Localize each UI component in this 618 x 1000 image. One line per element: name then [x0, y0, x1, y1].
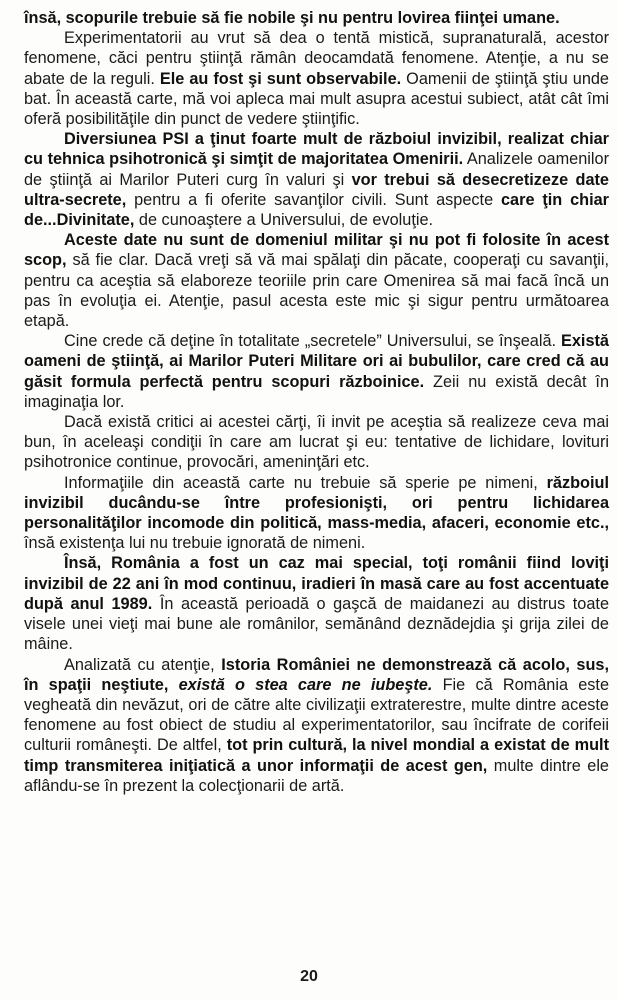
text-run: Analizată cu atenţie, [64, 655, 222, 674]
text-run: pentru a fi oferite savanţilor civili. Sunt aspecte [126, 190, 501, 209]
paragraph [24, 412, 609, 473]
bold-text: însă, scopurile trebuie să fie nobile şi nu pentru lovirea fiinţei umane. [24, 9, 560, 27]
text-run: Experimentatorii au vrut să dea o tentă mistică, supranaturală, acestor fenomene, căci pentru ştiinţă rămân deocamdată fenomene. Atenţie, a nu se abate de la reguli. [24, 29, 609, 88]
text-run: Fie că România este vegheată din nevăzut, ori de către alte civilizaţii extraterestre, multe dintre aceste fenomene au fost obiect de studiu al experimentatorilor, sau încifrate de corifeii culturii româneşti. De altfel, [24, 675, 609, 755]
text-run: de cunoaştere a Universului, de evoluţie. [134, 211, 434, 230]
bold-text: care ţin chiar de...Divinitate, [24, 190, 610, 230]
text-run: Dacă există critici ai acestei cărţi, îi invit pe aceştia să realizeze ceva mai bun, în aceleaşi condiţii în care am lucrat şi eu: tentative de lichidare, lovituri psihotronice continue, provocări, ameninţări etc. [24, 413, 609, 472]
bold-text: Există oameni de ştiinţă, ai Marilor Puteri Militare ori ai bubulilor, care cred că au găsit formula perfectă pentru scopuri războinice. [24, 332, 609, 391]
paragraph [24, 331, 609, 412]
bold-text: Istoria României ne demonstrează că acolo, sus, în spaţii neştiute, [24, 655, 609, 694]
bold-text: tot prin cultură, la nivel mondial a existat de mult timp transmiterea iniţiatică a unor informaţii de acest gen, [24, 736, 609, 775]
text-run: însă existenţa lui nu trebuie ignorată de nimeni. [24, 534, 366, 553]
bold-text: războiul invizibil ducându-se între profesionişti, ori pentru lichidarea personalităţilor incomode din politică, mass-media, afaceri, economie etc., [24, 473, 609, 533]
paragraph [24, 473, 609, 554]
paragraph [24, 230, 609, 331]
text-run: să fie clar. Dacă vreţi să vă mai spălaţi din păcate, cooperaţi cu savanţii, pentru ca aceştia să elaboreze teoriile prin care Omenirea să mai facă încă un pas în evoluţia ei. Atenţie, pasul acesta este mic şi sigur pentru următoarea etapă. [24, 251, 609, 331]
paragraph [24, 8, 609, 28]
text-run: În această perioadă o gaşcă de maidanezi au distrus toate visele unei vieţi mai bune ale românilor, semănând deznădejdia şi grija zilei de mâine. [24, 594, 609, 654]
bold-text: Însă, România a fost un caz mai special, toţi românii fiind loviţi invizibil de 22 ani în mod continuu, iradieri în masă care au fost accentuate după anul 1989. [24, 554, 609, 613]
body-text [24, 8, 609, 796]
emphasis-text: există o stea care ne iubeşte. [178, 675, 433, 694]
bold-text: Ele au fost şi sunt observabile. [159, 69, 402, 88]
bold-text: vor trebui să desecretizeze date ultra-secrete, [24, 170, 609, 209]
page-number: 20 [300, 968, 318, 985]
paragraph [24, 28, 609, 129]
text-run: Zeii nu există decât în imaginaţia lor. [24, 372, 610, 411]
text-run: Informaţiile din această carte nu trebuie să sperie pe nimeni, [64, 473, 547, 492]
paragraph [24, 655, 609, 796]
text-run: Oamenii de ştiinţă ştiu unde bat. În această carte, mă voi apleca mai mult asupra acestui subiect, atât cât îmi oferă posibilităţile din punct de vedere ştiinţific. [24, 69, 609, 129]
bold-text: Diversiunea PSI a ţinut foarte mult de războiul invizibil, realizat chiar cu tehnica psihotronică şi simţit de majoritatea Omenirii. [24, 130, 609, 169]
text-run: multe dintre ele aflându-se în prezent la colecţionarii de artă. [24, 756, 609, 795]
paragraph [24, 129, 609, 230]
bold-text [179, 676, 433, 694]
paragraph [24, 553, 609, 654]
text-run: Cine crede că deţine în totalitate „secretele” Universului, se înşeală. [64, 332, 562, 351]
bold-text: Aceste date nu sunt de domeniul militar şi nu pot fi folosite în acest scop, [24, 231, 609, 270]
text-run: Analizele oamenilor de ştiinţă ai Marilor Puteri curg în valuri şi [24, 150, 609, 189]
